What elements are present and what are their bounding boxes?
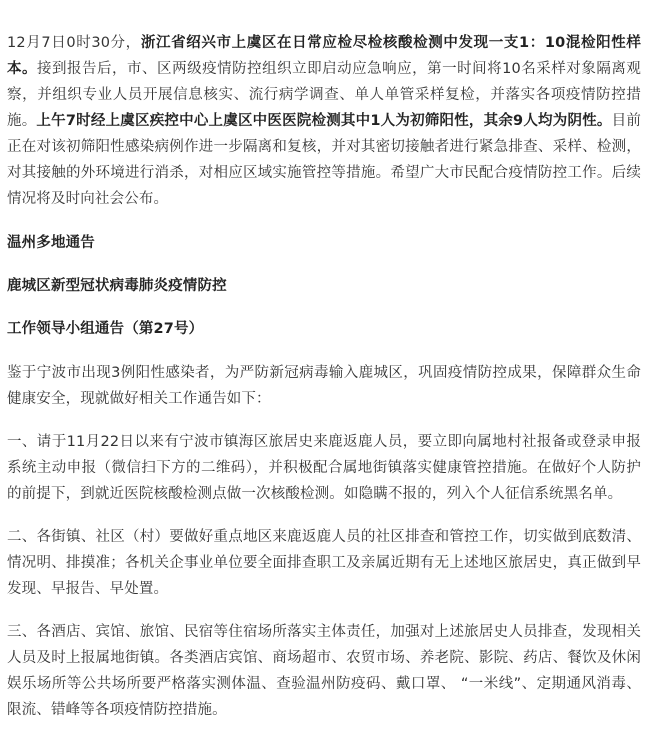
notice-item-1: 一、请于11月22日以来有宁波市镇海区旅居史来鹿返鹿人员，要立即向属地村社报备或登录申报系统主动申报（微信扫下方的二维码），并积极配合属地街镇落实健康管控措施。在做好个人防护的前提下，到就近医院核酸检测点做一次核酸检测。如隐瞒不报的，列入个人征信系统黑名单。 (7, 434, 641, 502)
test-result-summary: 上午7时经上虞区疾控中心上虞区中医医院检测其中1人为初筛阳性，其余9人均为阴性。 (36, 113, 612, 129)
article-body (7, 30, 641, 742)
news-paragraph-shangyu (7, 30, 641, 212)
follow-up-measures: 目前正在对该初筛阳性感染病例作进一步隔离和复核，并对其密切接触者进行紧急排查、采样、检测，对其接触的外环境进行消杀，对相应区域实施管控等措施。希望广大市民配合疫情防控工作。后续情况将及时向社会公布。 (7, 113, 641, 207)
section-heading-wenzhou: 温州多地通告 (7, 235, 95, 251)
response-measures: 接到报告后，市、区两级疫情防控组织立即启动应急响应，第一时间将10名采样对象隔离观察，并组织专业人员开展信息核实、流行病学调查、单人单管采样复检，并落实各项疫情防控措施。 (7, 61, 641, 129)
notice-heading-number: 工作领导小组通告（第27号） (7, 321, 204, 337)
notice-intro-paragraph: 鉴于宁波市出现3例阳性感染者，为严防新冠病毒输入鹿城区，巩固疫情防控成果，保障群众生命健康安全，现就做好相关工作通告如下： (7, 365, 641, 407)
notice-item-2: 二、各街镇、社区（村）要做好重点地区来鹿返鹿人员的社区排查和管控工作，切实做到底数清、情况明、排摸准；各机关企事业单位要全面排查职工及亲属近期有无上述地区旅居史，真正做到早发现、早报告、早处置。 (7, 529, 641, 597)
notice-item-3: 三、各酒店、宾馆、旅馆、民宿等住宿场所落实主体责任，加强对上述旅居史人员排查，发现相关人员及时上报属地街镇。各类酒店宾馆、商场超市、农贸市场、养老院、影院、药店、餐饮及休闲娱乐场所等公共场所要严格落实测体温、查验温州防疫码、戴口罩、 “一米线”、定期通风消毒、限流、错峰等各项疫情防控措施。 (7, 624, 641, 718)
report-time: 12月7日0时30分， (7, 35, 141, 51)
notice-heading-lucheng: 鹿城区新型冠状病毒肺炎疫情防控 (7, 278, 227, 294)
positive-sample-summary: 浙江省绍兴市上虞区在日常应检尽检核酸检测中发现一支1：10混检阳性样本。 (7, 35, 641, 77)
